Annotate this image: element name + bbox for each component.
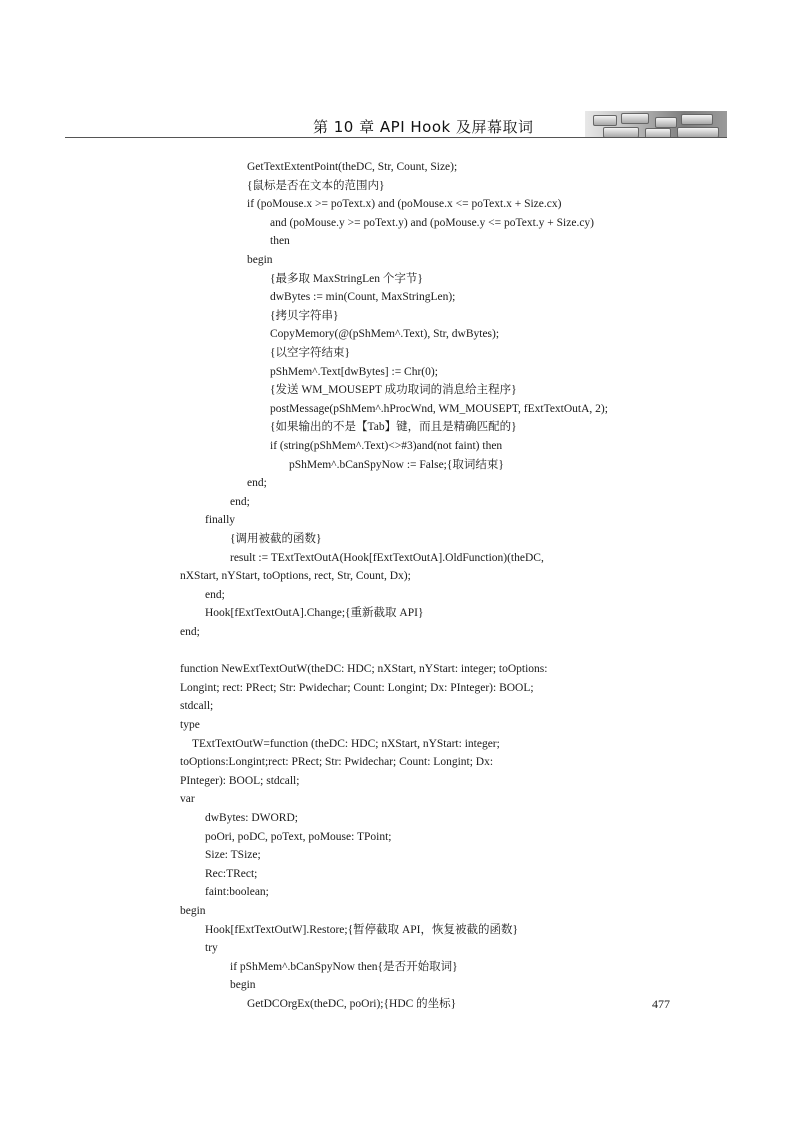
code-line: Longint; rect: PRect; Str: Pwidechar; Count: Longint; Dx: PInteger): BOOL; <box>180 681 534 694</box>
code-line: TExtTextOutW=function (theDC: HDC; nXStart, nYStart: integer; <box>192 737 500 750</box>
code-line: and (poMouse.y >= poText.y) and (poMouse.y <= poText.y + Size.cy) <box>270 216 595 229</box>
code-line: if (poMouse.x >= poText.x) and (poMouse.x <= poText.x + Size.cx) <box>247 198 562 211</box>
code-line: Hook[fExtTextOutW].Restore;{暂停截取 API，恢复被截的函数} <box>205 923 519 936</box>
code-line: function NewExtTextOutW(theDC: HDC; nXStart, nYStart: integer; toOptions: <box>180 663 548 676</box>
code-line: GetTextExtentPoint(theDC, Str, Count, Size); <box>247 161 458 173</box>
code-line: {鼠标是否在文本的范围内} <box>247 179 385 192</box>
code-line: Size: TSize; <box>205 849 261 862</box>
code-line: begin <box>247 254 273 266</box>
code-line: type <box>180 719 200 731</box>
code-line: {最多取 MaxStringLen 个字节} <box>270 272 423 285</box>
code-line: if (string(pShMem^.Text)<>#3)and(not faint) then <box>270 440 503 452</box>
code-line: PInteger): BOOL; stdcall; <box>180 774 300 787</box>
code-line: stdcall; <box>180 700 214 713</box>
code-line: then <box>270 235 290 248</box>
code-line: if pShMem^.bCanSpyNow then{是否开始取词} <box>230 960 458 973</box>
code-line: dwBytes := min(Count, MaxStringLen); <box>270 291 456 304</box>
code-line: end; <box>205 588 225 601</box>
chapter-title: 第 10 章 API Hook 及屏幕取词 <box>313 118 534 136</box>
code-line: {发送 WM_MOUSEPT 成功取词的消息给主程序} <box>270 384 517 397</box>
code-line: postMessage(pShMem^.hProcWnd, WM_MOUSEPT, fExtTextOutA, 2); <box>270 402 608 415</box>
code-line: end; <box>230 495 250 508</box>
code-line: toOptions:Longint;rect: PRect; Str: Pwidechar; Count: Longint; Dx: <box>180 756 494 769</box>
page-number: 477 <box>652 997 670 1011</box>
code-line: finally <box>205 514 236 527</box>
code-line: CopyMemory(@(pShMem^.Text), Str, dwBytes); <box>270 328 500 341</box>
code-line: nXStart, nYStart, toOptions, rect, Str, Count, Dx); <box>180 570 411 583</box>
code-line: end; <box>180 626 200 638</box>
code-line: pShMem^.bCanSpyNow := False;{取词结束} <box>289 458 504 471</box>
code-line: pShMem^.Text[dwBytes] := Chr(0); <box>270 365 438 378</box>
code-line: {以空字符结束} <box>270 347 351 359</box>
code-line: var <box>180 793 195 806</box>
code-line: {如果输出的不是【Tab】键，而且是精确匹配的} <box>270 421 517 434</box>
code-line: end; <box>247 477 267 490</box>
code-line: begin <box>180 905 206 917</box>
code-line: try <box>205 942 218 955</box>
code-line: GetDCOrgEx(theDC, poOri);{HDC 的坐标} <box>247 998 457 1010</box>
code-line: result := TExtTextOutA(Hook[fExtTextOutA].OldFunction)(theDC, <box>230 551 544 564</box>
code-line: faint:boolean; <box>205 886 269 899</box>
code-line: {拷贝字符串} <box>270 309 339 322</box>
code-line: begin <box>230 979 256 992</box>
code-line: poOri, poDC, poText, poMouse: TPoint; <box>205 830 392 843</box>
code-line: dwBytes: DWORD; <box>205 812 298 824</box>
code-line: Rec:TRect; <box>205 867 258 880</box>
code-line: Hook[fExtTextOutA].Change;{重新截取 API} <box>205 607 424 620</box>
code-line: {调用被截的函数} <box>230 533 322 545</box>
